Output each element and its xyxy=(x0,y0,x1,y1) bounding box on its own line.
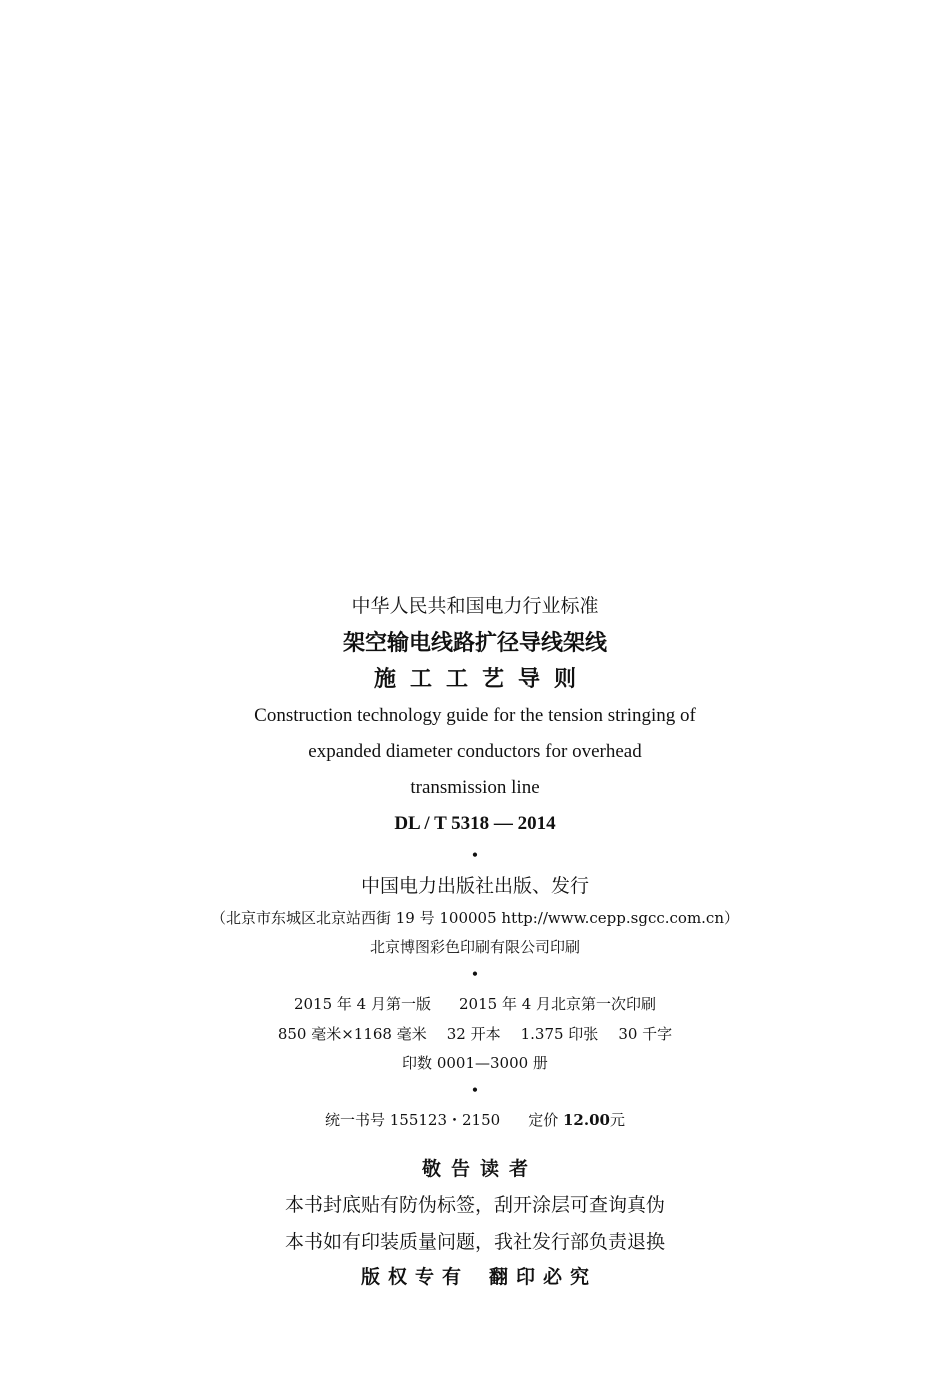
notice-title: 敬告读者 xyxy=(421,1158,538,1180)
standard-series: 中华人民共和国电力行业标准 xyxy=(351,595,599,617)
copyright-notice xyxy=(0,1268,950,1287)
print-copies: 印数 0001—3000 册 xyxy=(402,1054,548,1072)
reproduction-prohibited: 翻印必究 xyxy=(489,1266,598,1288)
publisher-address: （北京市东城区北京站西街 19 号 100005 http://www.cepp.sgcc.com.cn） xyxy=(210,909,739,927)
standard-code: DL / T 5318 — 2014 xyxy=(394,813,556,834)
paper-size: 850 毫米×1168 毫米 xyxy=(277,1025,427,1043)
title-line-1: 架空输电线路扩径导线架线 xyxy=(342,630,607,656)
separator-dot: • xyxy=(471,1083,479,1097)
publisher: 中国电力出版社出版、发行 xyxy=(360,875,589,897)
notice-anti-counterfeit: 本书封底贴有防伪标签，刮开涂层可查询真伪 xyxy=(284,1194,665,1216)
price-unit: 元 xyxy=(609,1111,625,1129)
english-title-line-3: transmission line xyxy=(410,777,540,798)
copyright-reserved: 版权专有 xyxy=(360,1266,469,1288)
price-label: 定价 xyxy=(528,1111,559,1129)
book-format: 32 开本 xyxy=(446,1025,501,1043)
english-title-line-1: Construction technology guide for the tension stringing of xyxy=(254,705,696,726)
english-title-line-2: expanded diameter conductors for overhead xyxy=(308,741,642,762)
notice-returns: 本书如有印装质量问题，我社发行部负责退换 xyxy=(284,1231,665,1253)
title-line-2: 施工工艺导则 xyxy=(373,666,590,692)
isbn-number: 统一书号 155123・2150 xyxy=(324,1111,501,1129)
printing: 2015 年 4 月北京第一次印刷 xyxy=(459,995,657,1013)
word-count: 30 千字 xyxy=(618,1025,673,1043)
printer: 北京博图彩色印刷有限公司印刷 xyxy=(369,938,580,956)
print-sheets: 1.375 印张 xyxy=(520,1025,599,1043)
edition-line xyxy=(0,997,950,1012)
separator-dot: • xyxy=(471,967,479,981)
format-line xyxy=(0,1027,950,1042)
separator-dot: • xyxy=(471,848,479,862)
edition: 2015 年 4 月第一版 xyxy=(293,995,431,1013)
isbn-price-line xyxy=(0,1113,950,1128)
price-value: 12.00 xyxy=(563,1111,610,1129)
